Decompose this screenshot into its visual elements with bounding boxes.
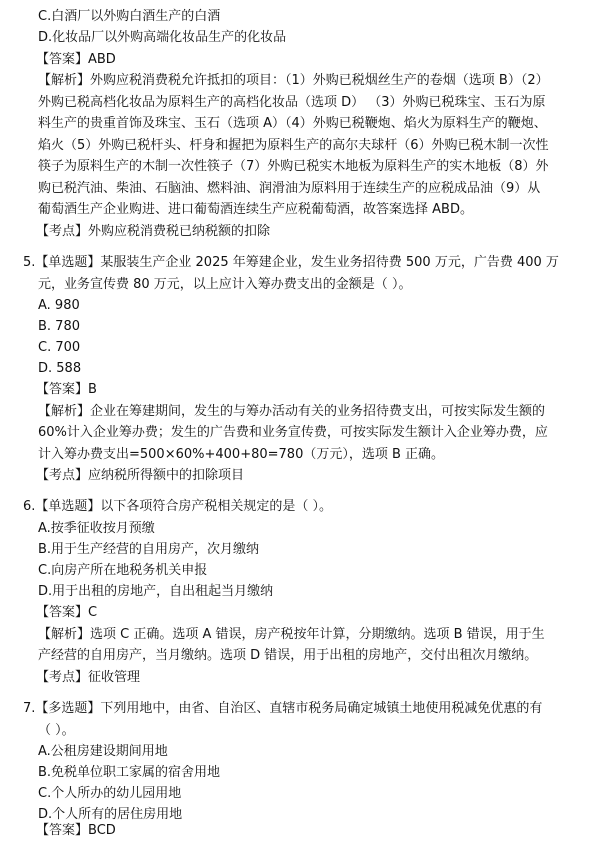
q6-option-c: C.向房产所在地税务机关申报 (38, 563, 208, 578)
q6-point: 【考点】征收管理 (36, 670, 141, 685)
q5-option-b: B. 780 (38, 319, 80, 334)
q4-point: 【考点】外购应税消费税已纳税额的扣除 (36, 224, 271, 239)
q5-option-a: A. 980 (38, 298, 80, 313)
q6-analysis-line: 【解析】选项 C 正确。选项 A 错误，房产税按年计算，分期缴纳。选项 B 错误，用于生 (38, 627, 545, 642)
q4-analysis-line: 外购已税高档化妆品为原料生产的高档化妆品（选项 D） （3）外购已税珠宝、玉石为原 (38, 95, 546, 110)
q4-analysis-line: 焰火（5）外购已税杆头、杆身和握把为原料生产的高尔夫球杆（6）外购已税木制一次性 (38, 138, 549, 153)
q7-answer: 【答案】BCD (36, 823, 116, 838)
q5-stem-line: 5.【单选题】某服装生产企业 2025 年筹建企业，发生业务招待费 500 万元，广告费 400 万 (23, 255, 559, 270)
q5-point: 【考点】应纳税所得额中的扣除项目 (36, 468, 245, 483)
q4-analysis-line: 葡萄酒生产企业购进、进口葡萄酒连续生产应税葡萄酒，故答案选择 ABD。 (38, 202, 473, 217)
q5-analysis-line: 60%计入企业筹办费；发生的广告费和业务宣传费，可按实际发生额计入企业筹办费，应 (38, 425, 548, 440)
q4-analysis-line: 筷子为原料生产的木制一次性筷子（7）外购已税实木地板为原料生产的实木地板（8）外 (38, 159, 549, 174)
q7-option-d: D.个人所有的居住房用地 (38, 807, 183, 822)
q6-answer: 【答案】C (36, 605, 98, 620)
q6-option-b: B.用于生产经营的自用房产，次月缴纳 (38, 542, 260, 557)
q4-analysis-line: 购已税汽油、柴油、石脑油、燃料油、润滑油为原料用于连续生产的应税成品油（9）从 (38, 181, 541, 196)
q6-option-d: D.用于出租的房地产，自出租起当月缴纳 (38, 584, 274, 599)
q5-answer: 【答案】B (36, 382, 97, 397)
q5-analysis-line: 计入筹办费支出=500×60%+400+80=780（万元），选项 B 正确。 (38, 447, 445, 462)
q7-option-b: B.免税单位职工家属的宿舍用地 (38, 765, 221, 780)
q4-option-d: D.化妆品厂以外购高端化妆品生产的化妆品 (38, 30, 287, 45)
q4-option-c: C.白酒厂以外购白酒生产的白酒 (38, 9, 221, 24)
q5-stem-line: 元，业务宣传费 80 万元，以上应计入筹办费支出的金额是（ ）。 (38, 277, 412, 292)
q4-analysis-line: 【解析】外购应税消费税允许抵扣的项目：（1）外购已税烟丝生产的卷烟（选项 B）（2） (38, 73, 549, 88)
q7-stem-line: （ ）。 (38, 723, 75, 738)
q6-option-a: A.按季征收按月预缴 (38, 521, 155, 536)
q5-option-d: D. 588 (38, 361, 82, 376)
q4-answer: 【答案】ABD (36, 52, 116, 67)
q7-option-a: A.公租房建设期间用地 (38, 744, 168, 759)
q7-option-c: C.个人所办的幼儿园用地 (38, 786, 182, 801)
q4-analysis-line: 料生产的贵重首饰及珠宝、玉石（选项 A）（4）外购已税鞭炮、焰火为原料生产的鞭炮、 (38, 116, 547, 131)
q5-analysis-line: 【解析】企业在筹建期间，发生的与筹办活动有关的业务招待费支出，可按实际发生额的 (38, 404, 546, 419)
q5-option-c: C. 700 (38, 340, 81, 355)
q6-stem-line: 6.【单选题】以下各项符合房产税相关规定的是（ ）。 (23, 499, 333, 514)
q7-stem-line: 7.【多选题】下列用地中，由省、自治区、直辖市税务局确定城镇土地使用税减免优惠的有 (23, 701, 543, 716)
q6-analysis-line: 产经营的自用房产，当月缴纳。选项 D 错误，用于出租的房地产，交付出租次月缴纳。 (38, 648, 538, 663)
